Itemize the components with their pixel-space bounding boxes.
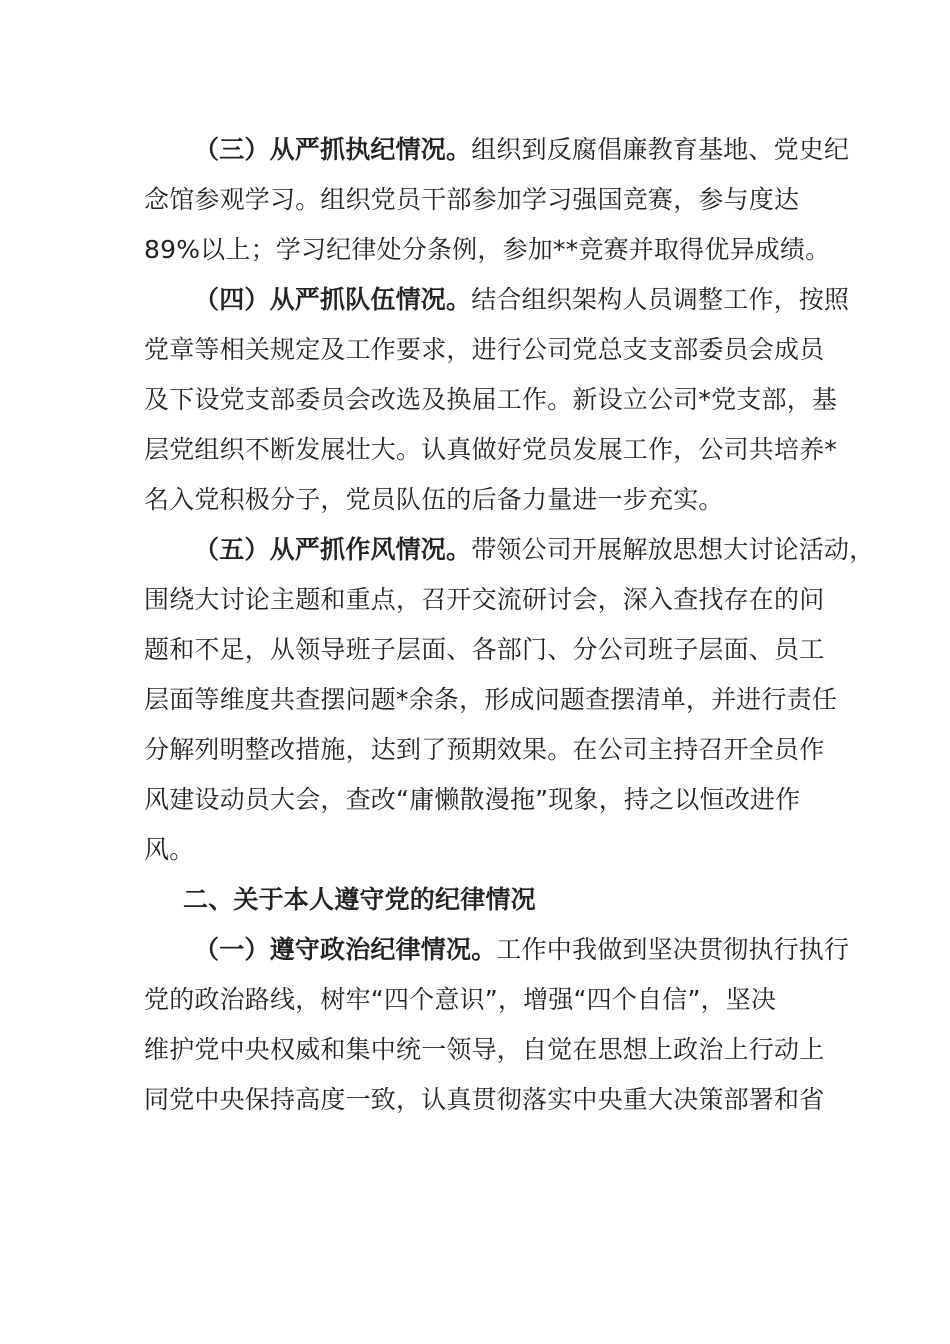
paragraph-6-text: 维护党中央权威和集中统一领导，自觉在思想上政治上行动上 — [144, 1035, 825, 1064]
paragraph-4-line-1 — [194, 283, 849, 317]
paragraph-3-text: 念馆参观学习。组织党员干部参加学习强国竞赛，参与度达 — [144, 185, 800, 214]
paragraph-6-text: 党的政治路线，树牢“四个意识”，增强“四个自信”，坚决 — [144, 985, 777, 1014]
section-2-heading-line — [183, 883, 536, 917]
paragraph-5-line-4 — [144, 683, 837, 717]
paragraph-6-text: 同党中央保持高度一致，认真贯彻落实中央重大决策部署和省 — [144, 1085, 825, 1114]
section-2-heading: 二、关于本人遵守党的纪律情况 — [183, 885, 536, 914]
paragraph-4-text: 结合组织架构人员调整工作，按照 — [471, 285, 850, 314]
paragraph-3-line-3 — [144, 233, 830, 267]
paragraph-5-line-7 — [144, 833, 194, 867]
paragraph-5-text: 分解列明整改措施，达到了预期效果。在公司主持召开全员作 — [144, 735, 825, 764]
paragraph-4-line-3 — [144, 383, 837, 417]
paragraph-4-line-5 — [144, 483, 724, 517]
paragraph-6-line-3 — [144, 1033, 824, 1067]
paragraph-5-line-5 — [144, 733, 824, 767]
paragraph-3-text: 89%以上；学习纪律处分条例，参加**竞赛并取得优异成绩。 — [144, 235, 831, 264]
paragraph-5-text: 带领公司开展解放思想大讨论活动， — [471, 535, 875, 564]
paragraph-6-line-4 — [144, 1083, 824, 1117]
paragraph-3-line-1 — [194, 133, 849, 167]
paragraph-4-text: 及下设党支部委员会改选及换届工作。新设立公司*党支部，基 — [144, 385, 838, 414]
paragraph-5-line-1 — [194, 533, 874, 567]
paragraph-5-text: 风。 — [144, 835, 195, 864]
paragraph-5-text: 层面等维度共查摆问题*余条，形成问题查摆清单，并进行责任 — [144, 685, 838, 714]
paragraph-6-text: 工作中我做到坚决贯彻执行执行 — [496, 935, 850, 964]
paragraph-3-text: 组织到反腐倡廉教育基地、党史纪 — [471, 135, 850, 164]
paragraph-4-heading: （四）从严抓队伍情况。 — [194, 285, 472, 314]
paragraph-4-text: 党章等相关规定及工作要求，进行公司党总支支部委员会成员 — [144, 335, 825, 364]
paragraph-4-text: 名入党积极分子，党员队伍的后备力量进一步充实。 — [144, 485, 724, 514]
paragraph-6-line-1 — [194, 933, 849, 967]
paragraph-5-text: 围绕大讨论主题和重点，召开交流研讨会，深入查找存在的问 — [144, 585, 825, 614]
paragraph-3-heading: （三）从严抓执纪情况。 — [194, 135, 472, 164]
paragraph-6-heading: （一）遵守政治纪律情况。 — [194, 935, 497, 964]
paragraph-6-line-2 — [144, 983, 776, 1017]
paragraph-5-text: 风建设动员大会，查改“庸懒散漫拖”现象，持之以恒改进作 — [144, 785, 801, 814]
paragraph-5-heading: （五）从严抓作风情况。 — [194, 535, 472, 564]
paragraph-5-line-6 — [144, 783, 800, 817]
paragraph-4-line-2 — [144, 333, 824, 367]
paragraph-4-text: 层党组织不断发展壮大。认真做好党员发展工作，公司共培养* — [144, 435, 838, 464]
paragraph-5-line-3 — [144, 633, 824, 667]
paragraph-5-text: 题和不足，从领导班子层面、各部门、分公司班子层面、员工 — [144, 635, 825, 664]
paragraph-3-line-2 — [144, 183, 799, 217]
paragraph-4-line-4 — [144, 433, 837, 467]
paragraph-5-line-2 — [144, 583, 824, 617]
